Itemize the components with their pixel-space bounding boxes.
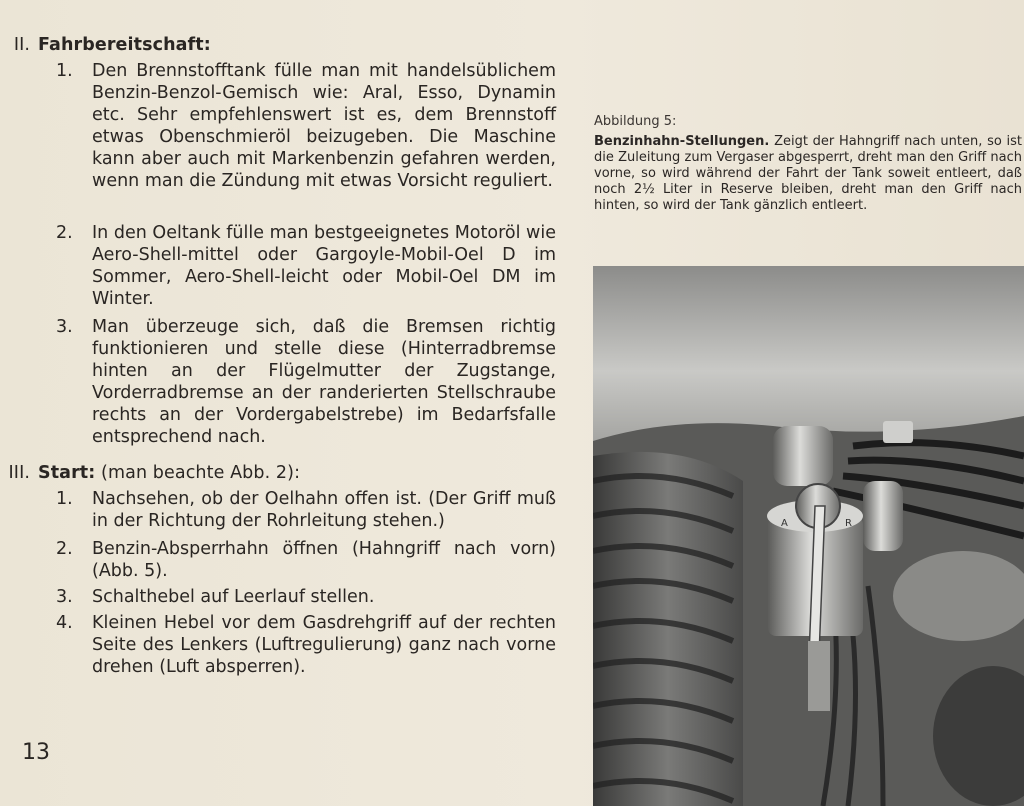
section-3-subtitle: (man beachte Abb. 2): [101,463,301,483]
list-item [56,586,556,608]
item-text: Nachsehen, ob der Oelhahn offen ist. (Der Griff muß in der Richtung der Rohrleitung stehen.) [92,489,556,531]
item-text: Man überzeuge sich, daß die Bremsen richtig funktionieren und stelle diese (Hinterradbremse hinten an der Flügelmutter der Zugstange, Vorderradbremse an der randerierten Stellschraube rechts an der Vordergabelstrebe) im Bedarfsfalle entsprechend nach. [92,317,556,447]
item-text: Den Brennstofftank fülle man mit handelsüblichem Benzin-Benzol-Gemisch wie: Aral, Esso, Dynamin etc. Sehr empfehlenswert ist es, dem Brennstoff etwas Obenschmieröl beizugeben. Die Maschine kann aber auch mit Markenbenzin gefahren werden, wenn man die Zündung mit etwas Vorsicht reguliert. [92,61,556,191]
item-number: 3. [56,587,73,607]
item-text: Benzin-Absperrhahn öffnen (Hahngriff nach vorn) (Abb. 5). [92,539,556,581]
list-item [56,316,556,448]
figure-caption [594,134,1022,214]
item-number: 2. [56,223,73,243]
item-number: 4. [56,613,73,633]
section-2-number: II. [13,35,30,55]
item-number: 3. [56,317,73,337]
item-number: 2. [56,539,73,559]
page-number: 13 [22,740,50,765]
list-item [56,488,556,532]
list-item [56,612,556,678]
item-text: In den Oeltank fülle man bestgeeignetes Motoröl wie Aero-Shell-mittel oder Gargoyle-Mobil-Oel D im Sommer, Aero-Shell-leicht oder Mobil-Oel DM im Winter. [92,223,556,309]
section-2-heading [0,34,211,56]
figure-photo [593,266,1024,806]
item-number: 1. [56,489,73,509]
fuel-tap-photo [593,266,1024,806]
section-2-title: Fahrbereitschaft: [38,35,211,55]
tap-mark-a: A [781,518,788,529]
section-3-heading [0,462,300,484]
item-text: Schalthebel auf Leerlauf stellen. [92,587,375,607]
list-item [56,222,556,310]
caption-title: Benzinhahn-Stellungen. [594,134,770,149]
section-3-number: III. [8,463,30,483]
item-text: Kleinen Hebel vor dem Gasdrehgriff auf der rechten Seite des Lenkers (Luftregulierung) ganz nach vorne drehen (Luft absperren). [92,613,556,677]
list-item [56,60,556,192]
list-item [56,538,556,582]
tap-mark-r: R [845,518,852,529]
figure-label: Abbildung 5: [594,114,677,129]
section-3-title: Start: [38,463,96,483]
caption-text: Zeigt der Hahngriff nach unten, so ist die Zuleitung zum Vergaser abgesperrt, dreht man den Griff nach vorne, so wird während der Fahrt der Tank soweit entleert, daß noch 2½ Liter in Reserve bleiben, dreht man den Griff nach hinten, so wird der Tank gänzlich entleert. [594,134,1022,213]
item-number: 1. [56,61,73,81]
